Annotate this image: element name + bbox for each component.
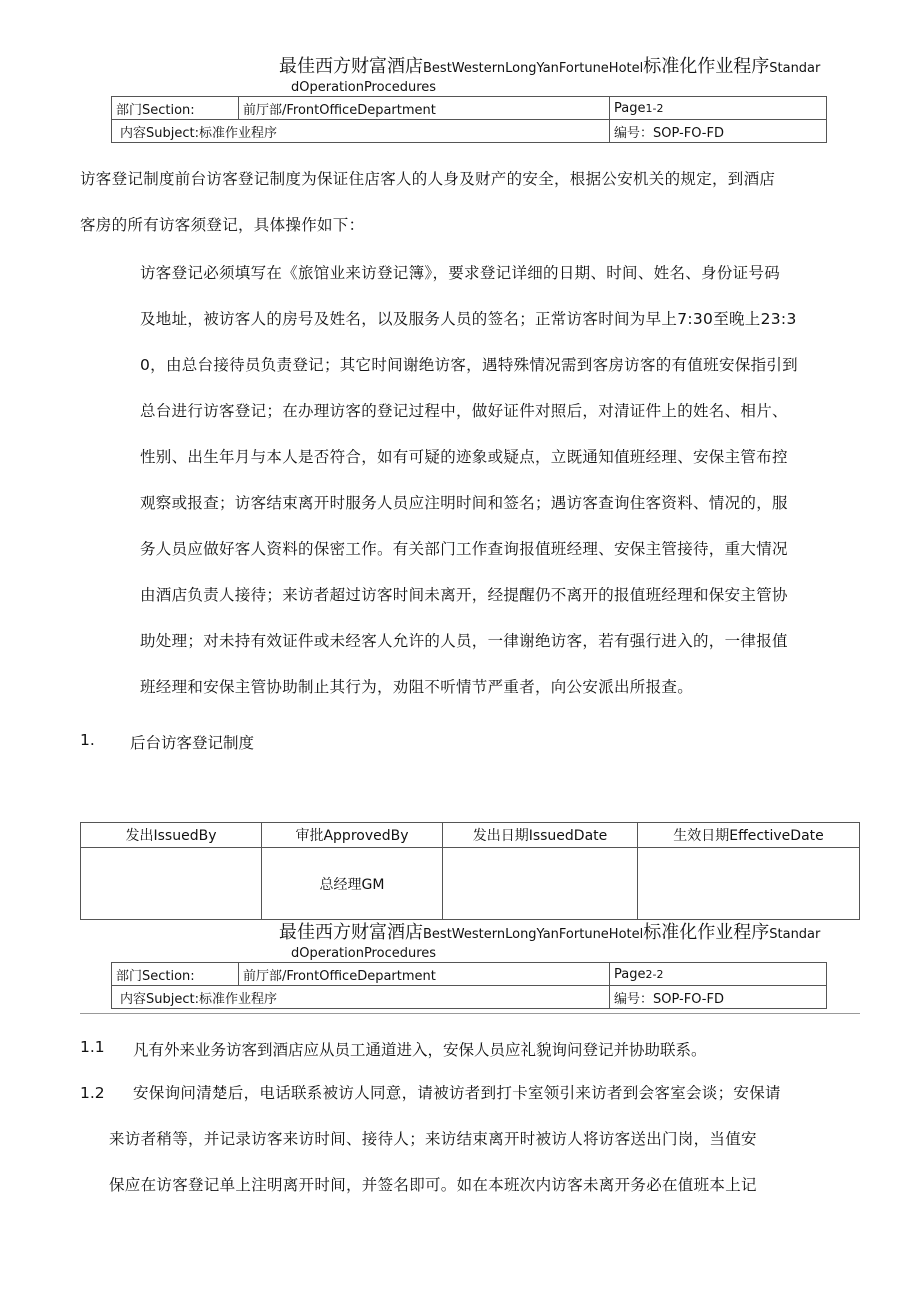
intro-line: 访客登记制度前台访客登记制度为保证住店客人的人身及财产的安全，根据公安机关的规定，到酒店 xyxy=(80,170,776,188)
hotel-name-cn: 最佳西方财富酒店 xyxy=(279,56,423,77)
effective-date-header: 生效日期EffectiveDate xyxy=(638,823,860,848)
page-number: Page1-2 xyxy=(610,97,827,120)
page-number: Page2-2 xyxy=(610,963,827,986)
paragraph-line: 班经理和安保主管协助制止其行为，劝阻不听情节严重者，向公安派出所报查。 xyxy=(140,678,694,696)
intro-paragraph xyxy=(80,157,775,249)
document-header-title-page2 xyxy=(279,922,820,946)
page1-meta-table xyxy=(111,96,827,143)
subject: 内容Subject:标准作业程序 xyxy=(112,120,610,143)
paragraph-line: 助处理；对未持有效证件或未经客人允许的人员，一律谢绝访客，若有强行进入的，一律报值 xyxy=(140,632,788,650)
subject: 内容Subject:标准作业程序 xyxy=(112,986,610,1009)
section-label: 部门Section: xyxy=(112,97,239,120)
sop-title-cn: 标准化作业程序 xyxy=(643,56,770,77)
paragraph-line: 安保询问清楚后，电话联系被访人同意，请被访者到打卡室领引来访者到会客室会谈；安保请 xyxy=(133,1084,781,1102)
paragraph-line: 来访者稍等，并记录访客来访时间、接待人；来访结束离开时被访人将访客送出门岗，当值安 xyxy=(109,1130,757,1148)
sop-title-en: Standar xyxy=(769,927,821,942)
paragraph-line: 性别、出生年月与本人是否符合，如有可疑的迹象或疑点，立既通知值班经理、安保主管布控 xyxy=(140,448,788,466)
approved-by-header: 审批ApprovedBy xyxy=(262,823,443,848)
section-1-number: 1. xyxy=(80,731,95,749)
hotel-name-cn: 最佳西方财富酒店 xyxy=(279,922,423,943)
section-label: 部门Section: xyxy=(112,963,239,986)
sop-title-en: Standar xyxy=(769,61,821,76)
sop-title-cn: 标准化作业程序 xyxy=(643,922,770,943)
header-divider xyxy=(80,1013,860,1014)
paragraph-line: 总台进行访客登记；在办理访客的登记过程中，做好证件对照后，对清证件上的姓名、相片、 xyxy=(140,402,788,420)
approver-cell: 总经理GM xyxy=(262,848,443,920)
item-1-2-number: 1.2 xyxy=(80,1084,105,1102)
hotel-name-en: BestWesternLongYanFortuneHotel xyxy=(423,61,644,76)
item-1-1-text: 凡有外来业务访客到酒店应从员工通道进入，安保人员应礼貌询问登记并协助联系。 xyxy=(133,1041,707,1059)
section-value: 前厅部/FrontOfficeDepartment xyxy=(239,963,610,986)
document-header-title xyxy=(279,56,820,80)
item-1-2-text xyxy=(133,1071,781,1117)
issued-by-cell xyxy=(81,848,262,920)
paragraph-line: 及地址，被访客人的房号及姓名，以及服务人员的签名；正常访客时间为早上7:30至晚上23:3 xyxy=(140,310,797,328)
document-header-subtitle: dOperationProcedures xyxy=(291,80,437,95)
hotel-name-en: BestWesternLongYanFortuneHotel xyxy=(423,927,644,942)
item-1-1-number: 1.1 xyxy=(80,1038,105,1056)
document-header-subtitle-page2: dOperationProcedures xyxy=(291,946,437,961)
paragraph-line: 观察或报查；访客结束离开时服务人员应注明时间和签名；遇访客查询住客资料、情况的，服 xyxy=(140,494,788,512)
paragraph-line: 保应在访客登记单上注明离开时间，并签名即可。如在本班次内访客未离开务必在值班本上记 xyxy=(109,1175,757,1194)
issued-by-header: 发出IssuedBy xyxy=(81,823,262,848)
paragraph-line: 由酒店负责人接待；来访者超过访客时间未离开，经提醒仍不离开的报值班经理和保安主管协 xyxy=(140,586,788,604)
procedure-paragraph xyxy=(140,250,798,710)
document-code: 编号：SOP-FO-FD xyxy=(610,986,827,1009)
item-1-2-continuation xyxy=(109,1117,757,1209)
issued-date-cell xyxy=(443,848,638,920)
effective-date-cell xyxy=(638,848,860,920)
document-code: 编号：SOP-FO-FD xyxy=(610,120,827,143)
paragraph-line: 0，由总台接待员负责登记；其它时间谢绝访客，遇特殊情况需到客房访客的有值班安保指引到 xyxy=(140,356,798,374)
section-value: 前厅部/FrontOfficeDepartment xyxy=(239,97,610,120)
section-1-title: 后台访客登记制度 xyxy=(130,734,255,752)
intro-line: 客房的所有访客须登记，具体操作如下： xyxy=(80,215,365,234)
page2-meta-table xyxy=(111,962,827,1009)
paragraph-line: 访客登记必须填写在《旅馆业来访登记簿》，要求登记详细的日期、时间、姓名、身份证号码 xyxy=(140,264,781,282)
paragraph-line: 务人员应做好客人资料的保密工作。有关部门工作查询报值班经理、安保主管接待，重大情况 xyxy=(140,540,788,558)
signoff-table xyxy=(80,822,860,920)
issued-date-header: 发出日期IssuedDate xyxy=(443,823,638,848)
